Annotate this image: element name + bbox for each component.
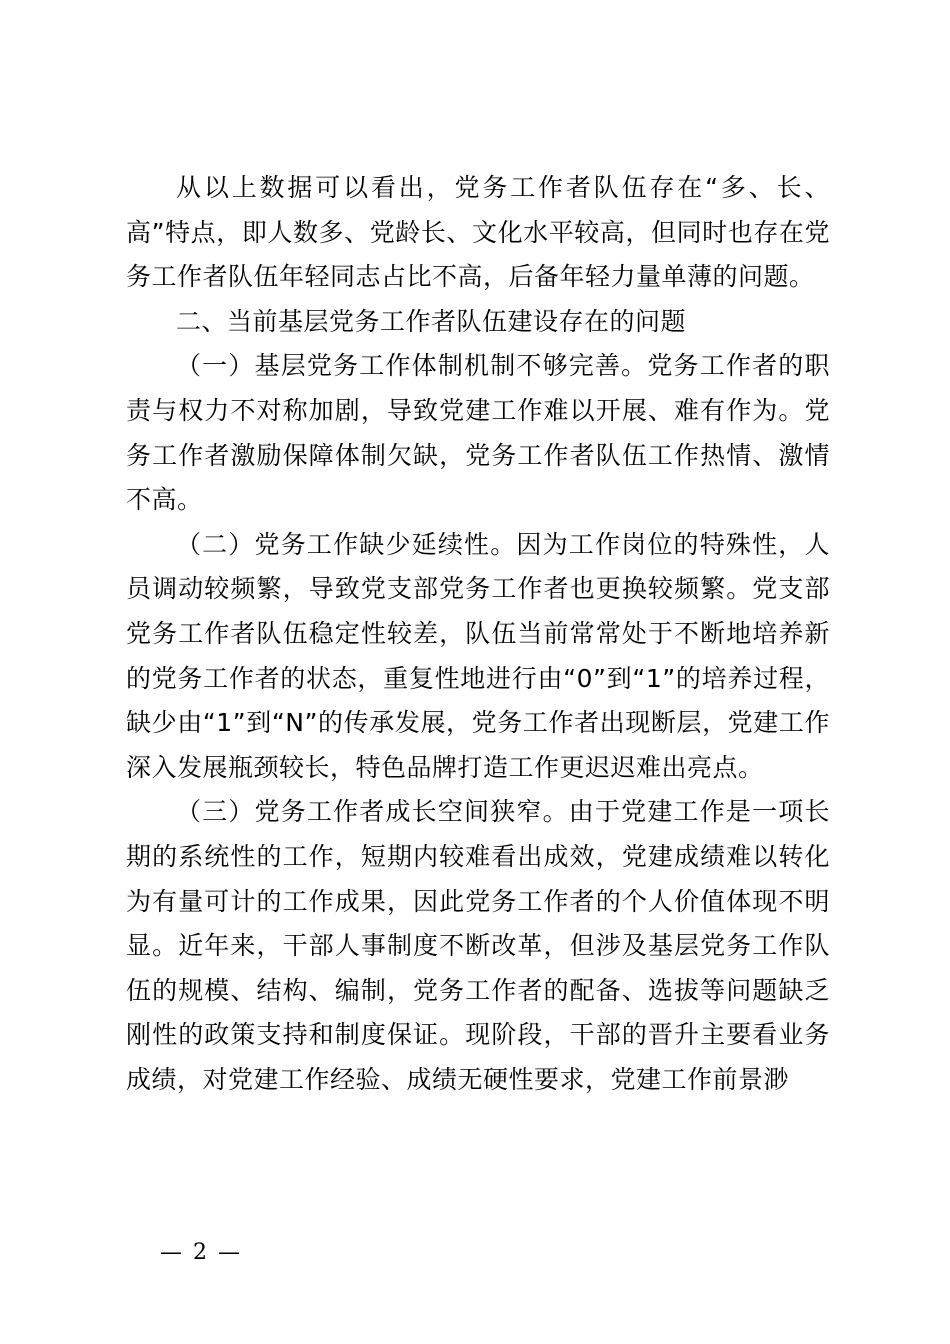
paragraph-data-summary: 从以上数据可以看出，党务工作者队伍存在“多、长、高”特点，即人数多、党龄长、文化水平较高，但同时也存在党务工作者队伍年轻同志占比不高，后备年轻力量单薄的问题。 (126, 173, 830, 292)
document-body (126, 166, 830, 1102)
paragraph-issue-3: （三）党务工作者成长空间狭窄。由于党建工作是一项长期的系统性的工作，短期内较难看出成效，党建成绩难以转化为有量可计的工作成果，因此党务工作者的个人价值体现不明显。近年来，干部人事制度不断改革，但涉及基层党务工作队伍的规模、结构、编制，党务工作者的配备、选拔等问题缺乏刚性的政策支持和制度保证。现阶段，干部的晋升主要看业务成绩，对党建工作经验、成绩无硬性要求，党建工作前景渺 (126, 797, 830, 1094)
page-number: — 2 — (160, 1240, 242, 1265)
section-heading: 二、当前基层党务工作者队伍建设存在的问题 (176, 306, 687, 336)
paragraph-issue-2: （二）党务工作缺少延续性。因为工作岗位的特殊性，人员调动较频繁，导致党支部党务工作者也更换较频繁。党支部党务工作者队伍稳定性较差，队伍当前常常处于不断地培养新的党务工作者的状态，重复性地进行由“0”到“1”的培养过程，缺少由“1”到“N”的传承发展，党务工作者出现断层，党建工作深入发展瓶颈较长，特色品牌打造工作更迟迟难出亮点。 (126, 529, 830, 782)
paragraph-issue-1: （一）基层党务工作体制机制不够完善。党务工作者的职责与权力不对称加剧，导致党建工作难以开展、难有作为。党务工作者激励保障体制欠缺，党务工作者队伍工作热情、激情不高。 (126, 351, 830, 515)
